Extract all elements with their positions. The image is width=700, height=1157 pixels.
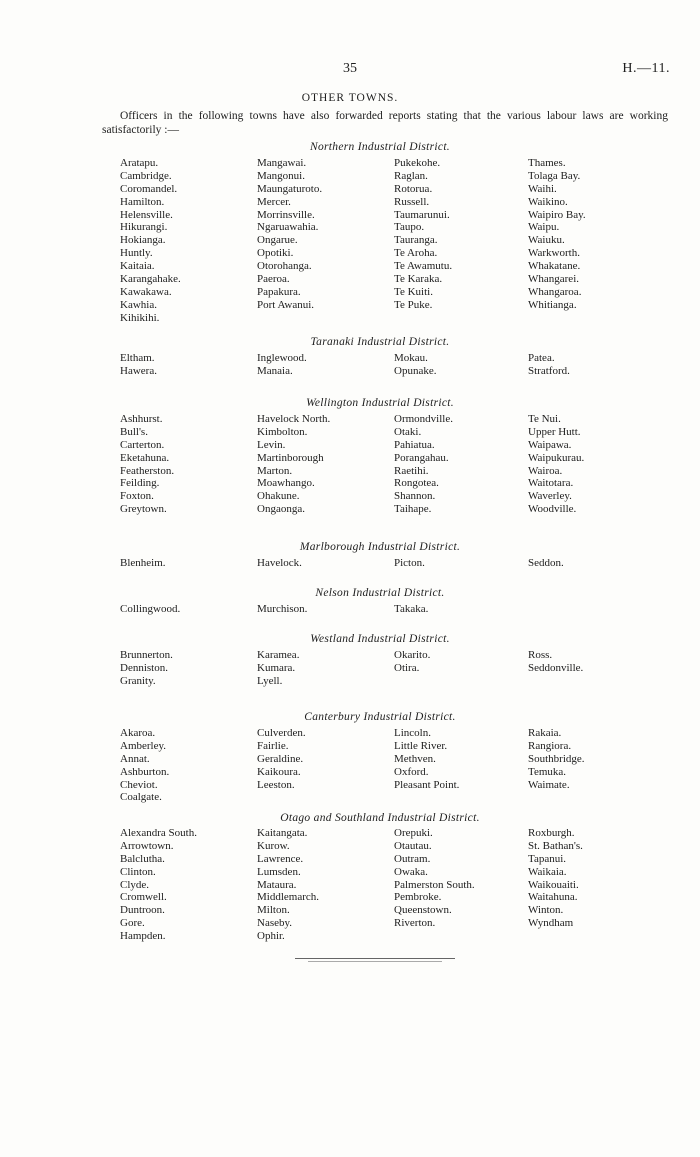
town-name: Lawrence.: [257, 852, 304, 865]
town-name: Waipawa.: [528, 438, 572, 451]
town-name: Te Aroha.: [394, 247, 438, 260]
town-name: Kurow.: [257, 839, 290, 852]
town-name: Mangawai.: [257, 157, 307, 169]
intro-text: Officers in the following towns have also forwarded reports stating that the various labour laws are working satisfactorily :—: [102, 110, 668, 137]
town-name: Otorohanga.: [257, 260, 312, 273]
town-name: Kaitangata.: [257, 827, 308, 839]
town-name: Morrinsville.: [257, 208, 315, 221]
town-name: Papakura.: [257, 285, 301, 298]
town-column: [394, 413, 453, 516]
town-name: Gore.: [120, 917, 145, 930]
town-column: [394, 157, 452, 312]
town-column: [528, 157, 586, 312]
town-column: [257, 649, 299, 688]
town-name: Feilding.: [120, 477, 160, 490]
town-name: Havelock North.: [257, 413, 331, 425]
town-name: Waipiro Bay.: [528, 208, 586, 221]
town-name: Patea.: [528, 352, 555, 364]
town-name: Amberley.: [120, 739, 167, 752]
town-column: [120, 413, 174, 516]
town-column: [528, 557, 564, 570]
town-name: Taumarunui.: [394, 208, 450, 221]
town-name: Otaki.: [394, 425, 422, 438]
town-name: Waipukurau.: [528, 451, 585, 464]
town-name: Ongaonga.: [257, 503, 305, 516]
town-name: Owaka.: [394, 865, 428, 878]
town-name: Mangonui.: [257, 169, 305, 182]
town-name: Naseby.: [257, 917, 293, 930]
town-name: Raetihi.: [394, 464, 429, 477]
town-name: Waverley.: [528, 490, 572, 503]
town-name: Martinborough: [257, 451, 324, 464]
town-name: Cromwell.: [120, 891, 167, 904]
town-name: Orepuki.: [394, 827, 433, 839]
district-heading: Northern Industrial District.: [309, 141, 450, 153]
town-column: [120, 727, 169, 804]
town-name: Foxton.: [120, 490, 154, 503]
town-name: Pahiatua.: [394, 438, 435, 451]
town-name: Fairlie.: [257, 739, 289, 752]
town-column: [528, 727, 585, 791]
town-name: Rotorua.: [394, 182, 433, 195]
town-name: Featherston.: [120, 464, 175, 477]
town-name: Methven.: [394, 752, 436, 765]
town-column: [528, 352, 570, 378]
town-name: Clyde.: [120, 878, 150, 891]
town-name: Collingwood.: [120, 603, 181, 615]
district-heading: Canterbury Industrial District.: [304, 711, 456, 723]
town-name: Waitotara.: [528, 477, 574, 490]
town-name: Waikaia.: [528, 865, 567, 878]
town-column: [257, 727, 306, 791]
town-name: Waikouaiti.: [528, 878, 579, 891]
town-name: Brunnerton.: [120, 649, 173, 661]
town-name: Paeroa.: [257, 273, 290, 286]
town-name: Opotiki.: [257, 247, 294, 260]
town-column: [394, 827, 475, 930]
town-name: Kihikihi.: [120, 311, 160, 324]
document-reference: H.—11.: [622, 61, 670, 76]
town-column: [120, 827, 197, 943]
town-name: Waipu.: [528, 221, 560, 234]
town-column: [120, 557, 166, 570]
town-name: Oxford.: [394, 765, 429, 778]
town-name: Blenheim.: [120, 557, 166, 569]
town-column: [257, 557, 302, 570]
town-name: Wairoa.: [528, 464, 563, 477]
town-name: Lyell.: [257, 674, 283, 687]
town-name: Carterton.: [120, 438, 165, 451]
town-name: Maungaturoto.: [257, 182, 323, 195]
town-name: Ongarue.: [257, 234, 298, 247]
town-name: Akaroa.: [120, 727, 156, 739]
town-name: Te Awamutu.: [394, 260, 453, 273]
town-name: Culverden.: [257, 727, 306, 739]
town-name: Balclutha.: [120, 852, 165, 865]
town-name: Ngaruawahia.: [257, 221, 319, 234]
town-name: Pleasant Point.: [394, 778, 460, 791]
town-column: [257, 827, 319, 943]
town-name: Coromandel.: [120, 182, 178, 195]
town-name: Shannon.: [394, 490, 436, 503]
town-name: Whangaroa.: [528, 285, 582, 298]
town-name: Kawakawa.: [120, 285, 172, 298]
town-name: Havelock.: [257, 557, 302, 569]
town-name: Southbridge.: [528, 752, 585, 765]
town-name: Port Awanui.: [257, 298, 315, 311]
town-name: Granity.: [120, 674, 156, 687]
town-name: Moawhango.: [257, 477, 315, 490]
closing-rule-inner: [308, 961, 442, 962]
town-name: Kumara.: [257, 661, 296, 674]
town-name: Temuka.: [528, 765, 567, 778]
town-name: Eltham.: [120, 352, 155, 364]
town-column: [120, 603, 180, 616]
town-name: Levin.: [257, 438, 286, 451]
town-name: Hawera.: [120, 364, 157, 377]
town-name: St. Bathan's.: [528, 839, 583, 852]
district-heading: Marlborough Industrial District.: [299, 541, 461, 553]
town-name: Waitahuna.: [528, 891, 578, 904]
district-heading: Westland Industrial District.: [310, 633, 450, 645]
town-name: Winton.: [528, 904, 564, 917]
town-name: Aratapu.: [120, 157, 159, 169]
town-name: Hikurangi.: [120, 221, 168, 234]
town-name: Denniston.: [120, 661, 168, 674]
town-name: Helensville.: [120, 208, 173, 221]
town-name: Ashhurst.: [120, 413, 163, 425]
town-name: Rongotea.: [394, 477, 439, 490]
town-name: Greytown.: [120, 503, 167, 516]
town-name: Waiuku.: [528, 234, 565, 247]
town-name: Kawhia.: [120, 298, 157, 311]
town-name: Whitianga.: [528, 298, 577, 311]
town-name: Wyndham: [528, 917, 574, 930]
town-name: Hampden.: [120, 930, 166, 943]
town-name: Murchison.: [257, 603, 308, 615]
district-heading: Otago and Southland Industrial District.: [280, 812, 480, 824]
town-column: [257, 352, 307, 378]
town-column: [120, 352, 157, 378]
town-name: Whangarei.: [528, 273, 579, 286]
town-name: Seddon.: [528, 557, 564, 569]
town-name: Alexandra South.: [120, 827, 197, 839]
town-column: [257, 413, 330, 516]
town-name: Ross.: [528, 649, 553, 661]
town-name: Porangahau.: [394, 451, 449, 464]
town-name: Lincoln.: [394, 727, 431, 739]
town-name: Stratford.: [528, 364, 570, 377]
town-name: Palmerston South.: [394, 878, 475, 891]
town-name: Raglan.: [394, 169, 428, 182]
town-name: Arrowtown.: [120, 839, 174, 852]
town-name: Bull's.: [120, 425, 148, 438]
town-name: Ophir.: [257, 930, 285, 943]
town-column: [120, 157, 181, 325]
town-name: Manaia.: [257, 364, 293, 377]
town-column: [528, 649, 583, 675]
town-name: Upper Hutt.: [528, 425, 581, 438]
district-heading: Wellington Industrial District.: [306, 397, 454, 409]
page-number: 35: [343, 61, 357, 76]
town-name: Pukekohe.: [394, 157, 441, 169]
town-name: Tapanui.: [528, 852, 567, 865]
town-name: Coalgate.: [120, 791, 162, 804]
section-title: OTHER TOWNS.: [301, 92, 399, 104]
town-name: Kaikoura.: [257, 765, 301, 778]
town-name: Whakatane.: [528, 260, 581, 273]
town-name: Geraldine.: [257, 752, 304, 765]
town-name: Waimate.: [528, 778, 570, 791]
town-name: Mokau.: [394, 352, 428, 364]
town-name: Little River.: [394, 739, 448, 752]
town-name: Rakaia.: [528, 727, 562, 739]
town-name: Clinton.: [120, 865, 156, 878]
town-name: Rangiora.: [528, 739, 572, 752]
district-heading: Nelson Industrial District.: [315, 587, 445, 599]
town-column: [394, 649, 430, 675]
town-name: Huntly.: [120, 247, 153, 260]
town-name: Taupo.: [394, 221, 425, 234]
closing-rule: [295, 958, 455, 959]
town-name: Roxburgh.: [528, 827, 575, 839]
town-name: Cheviot.: [120, 778, 158, 791]
town-name: Thames.: [528, 157, 566, 169]
town-column: [528, 827, 583, 930]
town-column: [257, 157, 322, 312]
intro-paragraph: [102, 109, 668, 138]
town-name: Woodville.: [528, 503, 577, 516]
town-name: Inglewood.: [257, 352, 307, 364]
town-name: Cambridge.: [120, 169, 172, 182]
town-name: Tauranga.: [394, 234, 438, 247]
town-name: Kimbolton.: [257, 425, 308, 438]
town-name: Middlemarch.: [257, 891, 320, 904]
town-column: [528, 413, 584, 516]
town-name: Tolaga Bay.: [528, 169, 581, 182]
town-name: Russell.: [394, 195, 430, 208]
town-column: [394, 557, 425, 570]
town-name: Leeston.: [257, 778, 295, 791]
town-column: [394, 352, 436, 378]
town-name: Mercer.: [257, 195, 291, 208]
town-name: Ashburton.: [120, 765, 170, 778]
town-name: Ohakune.: [257, 490, 300, 503]
town-name: Takaka.: [394, 603, 429, 615]
town-name: Seddonville.: [528, 661, 584, 674]
town-name: Ormondville.: [394, 413, 453, 425]
town-name: Opunake.: [394, 364, 437, 377]
town-name: Te Puke.: [394, 298, 433, 311]
town-name: Eketahuna.: [120, 451, 170, 464]
town-name: Riverton.: [394, 917, 436, 930]
town-name: Milton.: [257, 904, 290, 917]
district-heading: Taranaki Industrial District.: [310, 336, 450, 348]
town-name: Waihi.: [528, 182, 557, 195]
town-name: Pembroke.: [394, 891, 442, 904]
town-column: [120, 649, 173, 688]
town-name: Marton.: [257, 464, 293, 477]
town-name: Waikino.: [528, 195, 568, 208]
town-name: Annat.: [120, 752, 150, 765]
town-name: Picton.: [394, 557, 425, 569]
town-column: [257, 603, 307, 616]
town-name: Hokianga.: [120, 234, 166, 247]
town-name: Hamilton.: [120, 195, 165, 208]
town-name: Outram.: [394, 852, 431, 865]
town-name: Taihape.: [394, 503, 432, 516]
town-column: [394, 603, 428, 616]
town-name: Karamea.: [257, 649, 300, 661]
town-name: Te Karaka.: [394, 273, 443, 286]
town-name: Te Kuiti.: [394, 285, 433, 298]
town-name: Okarito.: [394, 649, 431, 661]
town-name: Otira.: [394, 661, 420, 674]
town-name: Lumsden.: [257, 865, 301, 878]
town-name: Otautau.: [394, 839, 432, 852]
town-name: Queenstown.: [394, 904, 452, 917]
town-name: Duntroon.: [120, 904, 165, 917]
town-name: Warkworth.: [528, 247, 580, 260]
town-name: Mataura.: [257, 878, 297, 891]
town-name: Te Nui.: [528, 413, 561, 425]
town-column: [394, 727, 459, 791]
town-name: Karangahake.: [120, 273, 181, 286]
town-name: Kaitaia.: [120, 260, 155, 273]
